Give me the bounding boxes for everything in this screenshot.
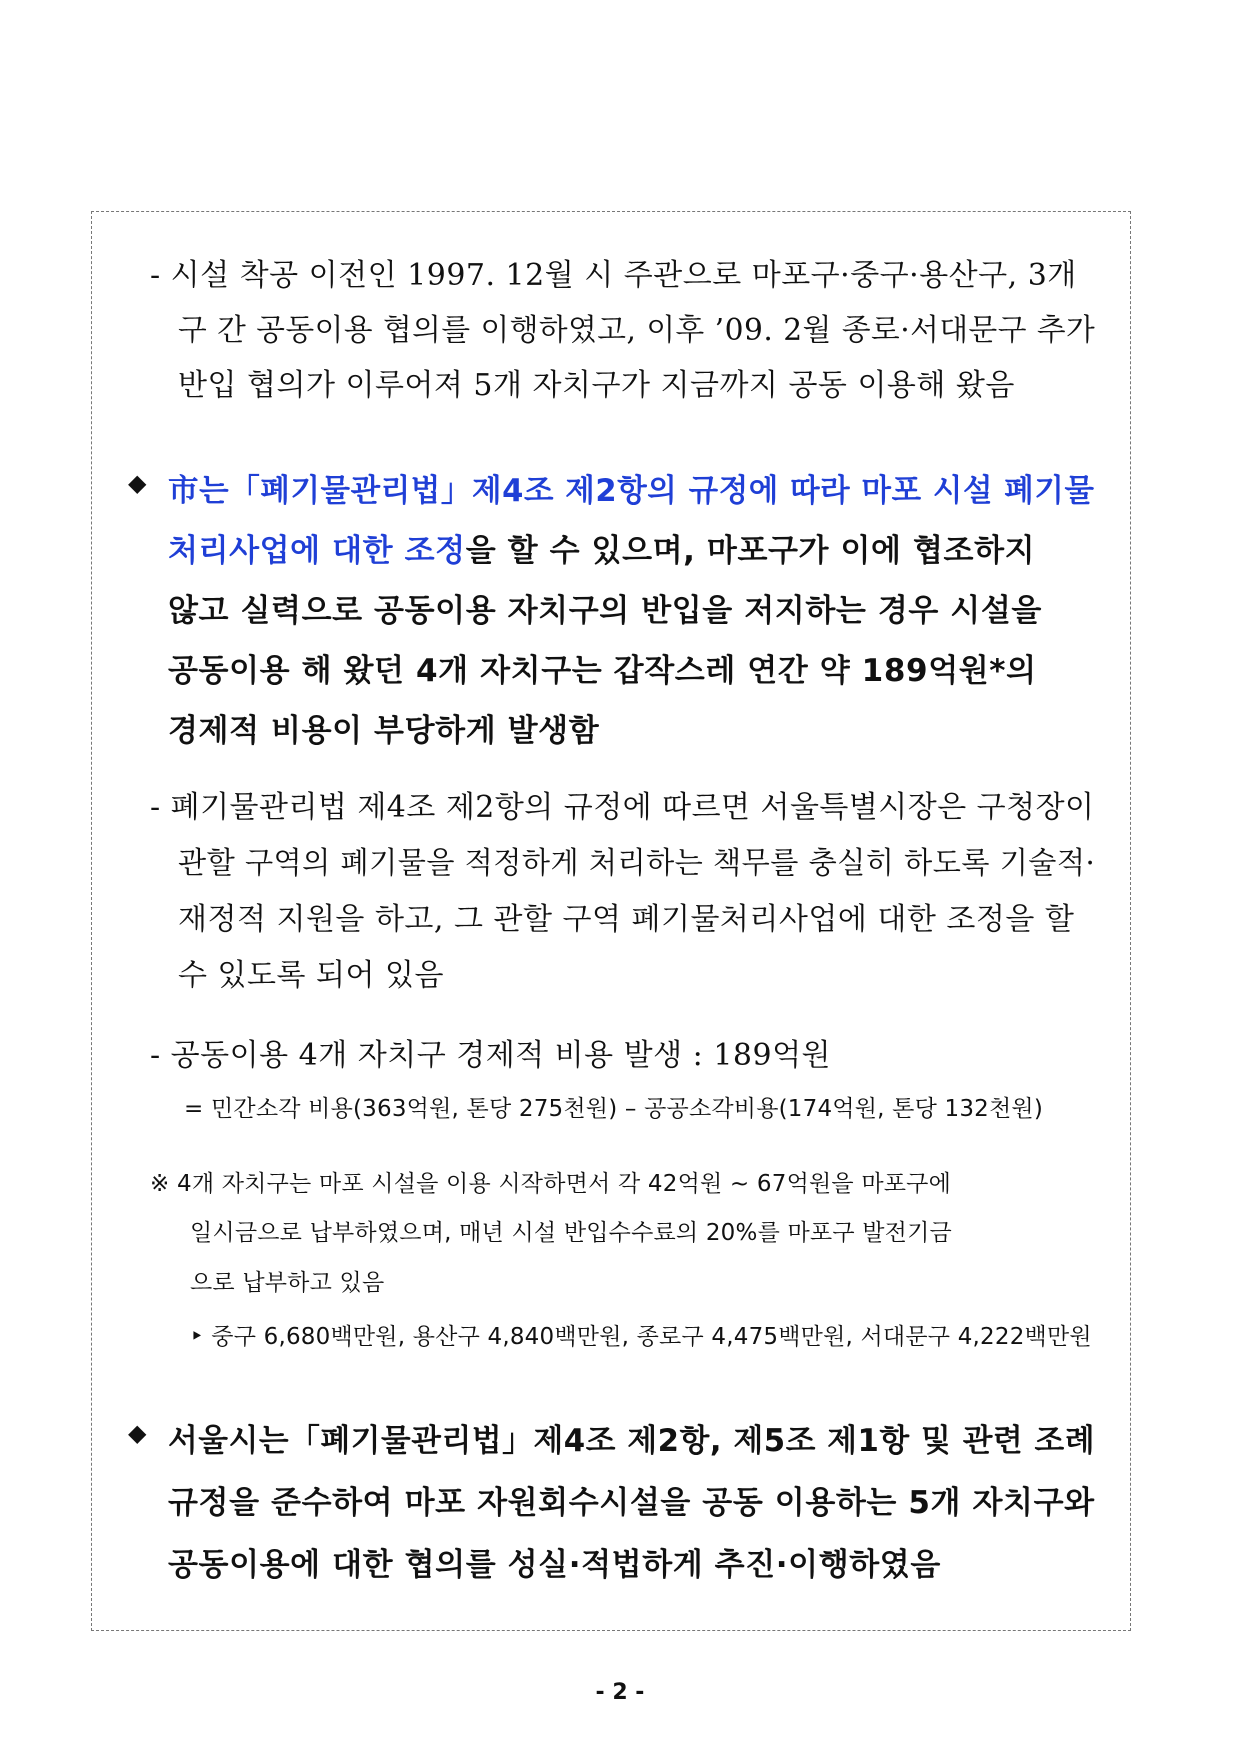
note-detail: ‣ 중구 6,680백만원, 용산구 4,840백만원, 종로구 4,475백만원, 서대문구 4,222백만원	[190, 1324, 1092, 1350]
section1-line2: 구 간 공동이용 협의를 이행하였고, 이후 ’09. 2월 종로·서대문구 추가	[178, 313, 1096, 348]
note-line1: ※ 4개 자치구는 마포 시설을 이용 시작하면서 각 42억원 ~ 67억원을 마포구에	[150, 1171, 952, 1197]
section2-line1: - 폐기물관리법 제4조 제2항의 규정에 따르면 서울특별시장은 구청장이	[150, 790, 1095, 825]
section3-formula: = 민간소각 비용(363억원, 톤당 275천원) – 공공소각비용(174억원, 톤당 132천원)	[184, 1096, 1044, 1122]
bullet1-line2-highlight: 처리사업에 대한 조정	[168, 533, 466, 569]
bullet1-line4: 공동이용 해 왔던 4개 자치구는 갑작스레 연간 약 189억원*의	[168, 653, 1037, 689]
bullet2-line2: 규정을 준수하여 마포 자원회수시설을 공동 이용하는 5개 자치구와	[168, 1485, 1095, 1521]
section2-line2: 관할 구역의 폐기물을 적정하게 처리하는 책무를 충실히 하도록 기술적·	[178, 846, 1096, 881]
page-number: - 2 -	[595, 1680, 645, 1705]
bullet1-line3: 않고 실력으로 공동이용 자치구의 반입을 저지하는 경우 시설을	[168, 593, 1042, 629]
section3-line1: - 공동이용 4개 자치구 경제적 비용 발생 : 189억원	[150, 1038, 832, 1073]
bullet2-line3: 공동이용에 대한 협의를 성실·적법하게 추진·이행하였음	[168, 1547, 941, 1583]
note-line2: 일시금으로 납부하였으며, 매년 시설 반입수수료의 20%를 마포구 발전기금	[190, 1220, 952, 1246]
bullet1-line1: 市는「폐기물관리법」제4조 제2항의 규정에 따라 마포 시설 폐기물	[168, 473, 1095, 509]
section1-line3: 반입 협의가 이루어져 5개 자치구가 지금까지 공동 이용해 왔음	[178, 368, 1015, 403]
bullet1-line2-rest: 을 할 수 있으며, 마포구가 이에 협조하지	[465, 533, 1036, 569]
diamond-bullet-icon: ◆	[128, 1419, 147, 1447]
section2-line3: 재정적 지원을 하고, 그 관할 구역 폐기물처리사업에 대한 조정을 할	[178, 902, 1075, 937]
note-line3: 으로 납부하고 있음	[190, 1270, 385, 1296]
section1-line1: - 시설 착공 이전인 1997. 12월 시 주관으로 마포구·중구·용산구, 3개	[150, 258, 1077, 293]
section2-line4: 수 있도록 되어 있음	[178, 958, 444, 993]
diamond-bullet-icon: ◆	[128, 469, 147, 497]
bullet2-line1: 서울시는「폐기물관리법」제4조 제2항, 제5조 제1항 및 관련 조례	[168, 1423, 1096, 1459]
bullet1-line5: 경제적 비용이 부당하게 발생함	[168, 713, 600, 749]
bullet1-line2	[168, 525, 1035, 570]
